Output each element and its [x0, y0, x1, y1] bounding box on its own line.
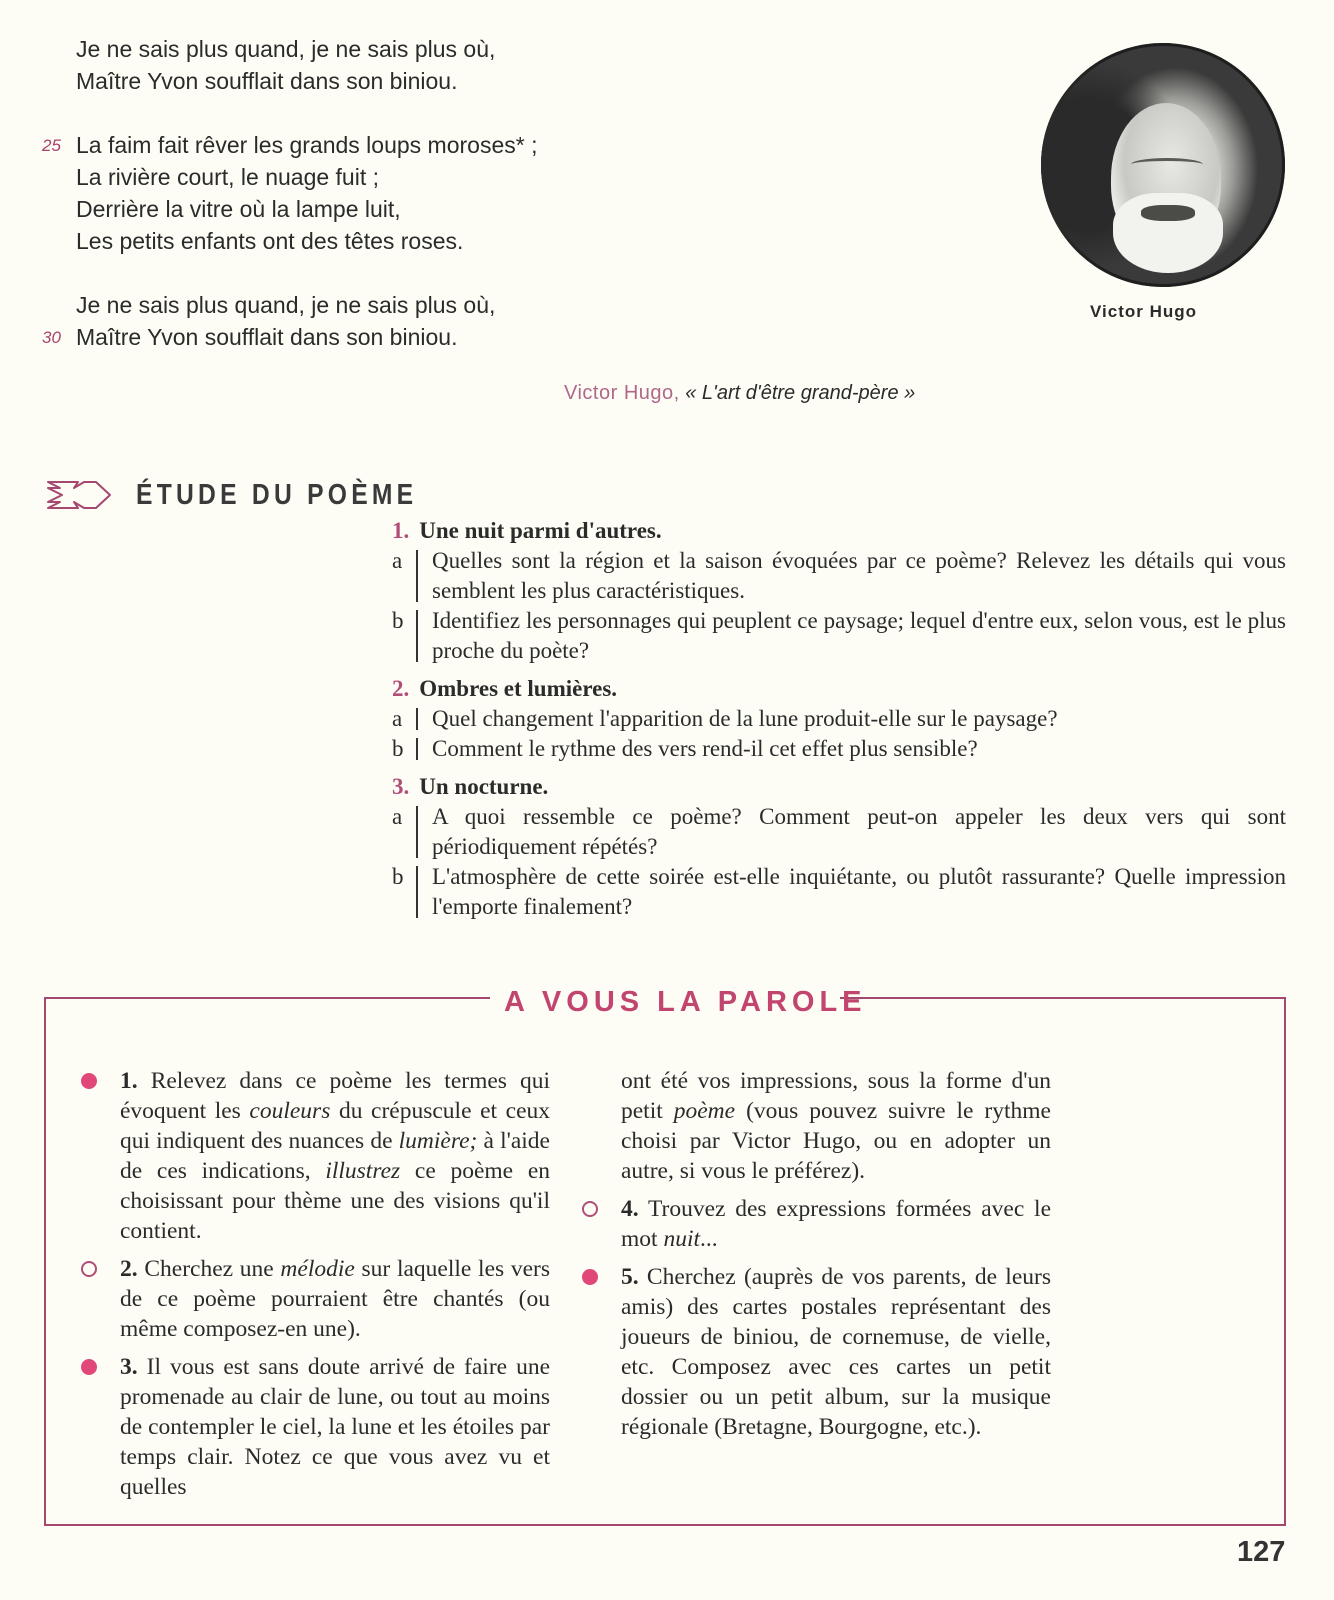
exercise-text: ce poème en choisissant pour thème une des visions qu'il contient.	[120, 1158, 550, 1244]
emphasis-text: mélodie	[280, 1256, 355, 1282]
sub-question	[392, 802, 1286, 862]
emphasis-text: poème	[673, 1098, 736, 1124]
poem-line-text: La faim fait rêver les grands loups moroses* ;	[76, 132, 538, 158]
poem-line	[42, 132, 538, 159]
filled-circle-icon	[582, 1269, 598, 1285]
etude-header	[44, 478, 467, 512]
sub-text: Comment le rythme des vers rend-il cet effet plus sensible?	[432, 736, 978, 761]
page-number: 127	[1237, 1536, 1286, 1568]
divider	[416, 738, 418, 760]
source-work: « L'art d'être grand-père »	[685, 382, 916, 404]
divider	[416, 550, 418, 602]
question-heading	[392, 516, 1286, 546]
poem-line	[76, 36, 495, 63]
sub-text: Quelles sont la région et la saison évoquées par ce poème? Relevez les détails qui vous semblent les plus caractéristiques.	[432, 548, 1286, 603]
emphasis-text: couleurs	[249, 1098, 331, 1124]
question-number: 1.	[392, 518, 410, 543]
poem-source	[564, 382, 915, 405]
exercise-text: ...	[700, 1226, 718, 1252]
etude-title: ÉTUDE DU POÈME	[136, 478, 418, 511]
exercise-text: sur laquelle les vers de ce poème pourraient être chantés (ou même composez-en une).	[120, 1256, 551, 1342]
sub-text: A quoi ressemble ce poème? Comment peut-on appeler les deux vers qui sont périodiquement répétés?	[432, 804, 1286, 859]
line-number: 30	[42, 328, 61, 347]
divider	[416, 806, 418, 858]
exercise-text: du crépuscule et ceux qui indiquent des nuances de	[120, 1098, 550, 1154]
box-rule-left	[44, 997, 490, 999]
question-heading	[392, 772, 1286, 802]
exercise-text: (vous pouvez suivre le rythme choisi par Victor Hugo, ou en adopter un autre, si vous le préférez).	[621, 1098, 1051, 1184]
poem-line-text: Maître Yvon soufflait dans son biniou.	[76, 324, 458, 350]
source-author: Victor Hugo,	[564, 382, 680, 404]
sub-question	[392, 734, 1286, 764]
sub-text: L'atmosphère de cette soirée est-elle inquiétante, ou plutôt rassurante? Quelle impression l'emporte finalement?	[432, 864, 1286, 919]
emphasis-text: illustrez	[325, 1158, 401, 1184]
question-number: 3.	[392, 774, 410, 799]
author-portrait	[1041, 43, 1285, 287]
divider	[416, 610, 418, 662]
sub-letter: a	[392, 706, 403, 731]
parole-column-right	[621, 1066, 1051, 1450]
poem-line-text: Maître Yvon soufflait dans son biniou.	[76, 68, 458, 94]
portrait-eyes	[1131, 158, 1203, 171]
sub-question	[392, 704, 1286, 734]
emphasis-text: nuit	[663, 1226, 700, 1252]
exercise	[621, 1262, 1051, 1442]
poem-line-text: Les petits enfants ont des têtes roses.	[76, 228, 464, 254]
exercise-text: ont été vos impressions, sous la forme d'un petit	[621, 1068, 1051, 1124]
sub-letter: b	[392, 864, 404, 889]
filled-circle-icon	[81, 1359, 97, 1375]
exercise-text: à l'aide de ces indications,	[120, 1128, 550, 1184]
parole-title: A VOUS LA PAROLE	[504, 986, 867, 1018]
parole-column-left	[120, 1066, 550, 1510]
sub-question	[392, 862, 1286, 922]
exercise	[120, 1254, 550, 1344]
arrow-icon	[44, 478, 114, 512]
exercise-number: 4.	[621, 1196, 639, 1222]
sub-question	[392, 546, 1286, 606]
filled-circle-icon	[81, 1073, 97, 1089]
sub-question	[392, 606, 1286, 666]
hollow-circle-icon	[81, 1261, 97, 1277]
sub-letter: b	[392, 736, 404, 761]
poem-line	[76, 68, 457, 95]
question-title: Ombres et lumières.	[419, 676, 618, 701]
exercise	[120, 1352, 550, 1502]
box-rule-right	[840, 997, 1286, 999]
poem-line-text: Derrière la vitre où la lampe luit,	[76, 196, 401, 222]
hollow-circle-icon	[582, 1201, 598, 1217]
question-number: 2.	[392, 676, 410, 701]
question-title: Une nuit parmi d'autres.	[419, 518, 662, 543]
sub-letter: b	[392, 608, 404, 633]
exercise	[621, 1066, 1051, 1186]
exercise-number: 1.	[120, 1068, 138, 1094]
poem-line-text: La rivière court, le nuage fuit ;	[76, 164, 379, 190]
exercise-text: Cherchez (auprès de vos parents, de leurs amis) des cartes postales représentant des joueurs de biniou, de cornemuse, de vielle, etc. Composez avec ces cartes un petit dossier ou un petit album, sur la musique régionale (Bretagne, Bourgogne, etc.).	[621, 1264, 1051, 1440]
poem-line	[76, 164, 379, 191]
etude-questions	[392, 516, 1286, 922]
divider	[416, 708, 418, 730]
exercise-text: Trouvez des expressions formées avec le mot	[621, 1196, 1051, 1252]
poem-line	[76, 292, 495, 319]
sub-letter: a	[392, 548, 403, 573]
exercise-number: 5.	[621, 1264, 639, 1290]
poem-line	[76, 196, 401, 223]
exercise	[120, 1066, 550, 1246]
poem-line	[76, 228, 463, 255]
poem-line-text: Je ne sais plus quand, je ne sais plus où,	[76, 292, 496, 318]
exercise-text: Relevez dans ce poème les termes qui évoquent les	[120, 1068, 551, 1124]
poem-line	[42, 324, 458, 351]
portrait-caption: Victor Hugo	[1090, 302, 1198, 321]
divider	[416, 866, 418, 918]
question-title: Un nocturne.	[419, 774, 549, 799]
sub-text: Identifiez les personnages qui peuplent ce paysage; lequel d'entre eux, selon vous, est le plus proche du poète?	[432, 608, 1286, 663]
exercise-text: Il vous est sans doute arrivé de faire une promenade au clair de lune, ou tout au moins de contempler le ciel, la lune et les étoiles par temps clair. Notez ce que vous avez vu et quelles	[120, 1354, 551, 1500]
exercise-text: Cherchez une	[144, 1256, 281, 1282]
sub-letter: a	[392, 804, 403, 829]
poem-line-text: Je ne sais plus quand, je ne sais plus où,	[76, 36, 496, 62]
exercise-number: 2.	[120, 1256, 138, 1282]
portrait-mouth	[1141, 205, 1195, 221]
exercise	[621, 1194, 1051, 1254]
question-heading	[392, 674, 1286, 704]
exercise-number: 3.	[120, 1354, 138, 1380]
sub-text: Quel changement l'apparition de la lune produit-elle sur le paysage?	[432, 706, 1058, 731]
line-number: 25	[42, 136, 61, 155]
emphasis-text: lumière;	[398, 1128, 478, 1154]
